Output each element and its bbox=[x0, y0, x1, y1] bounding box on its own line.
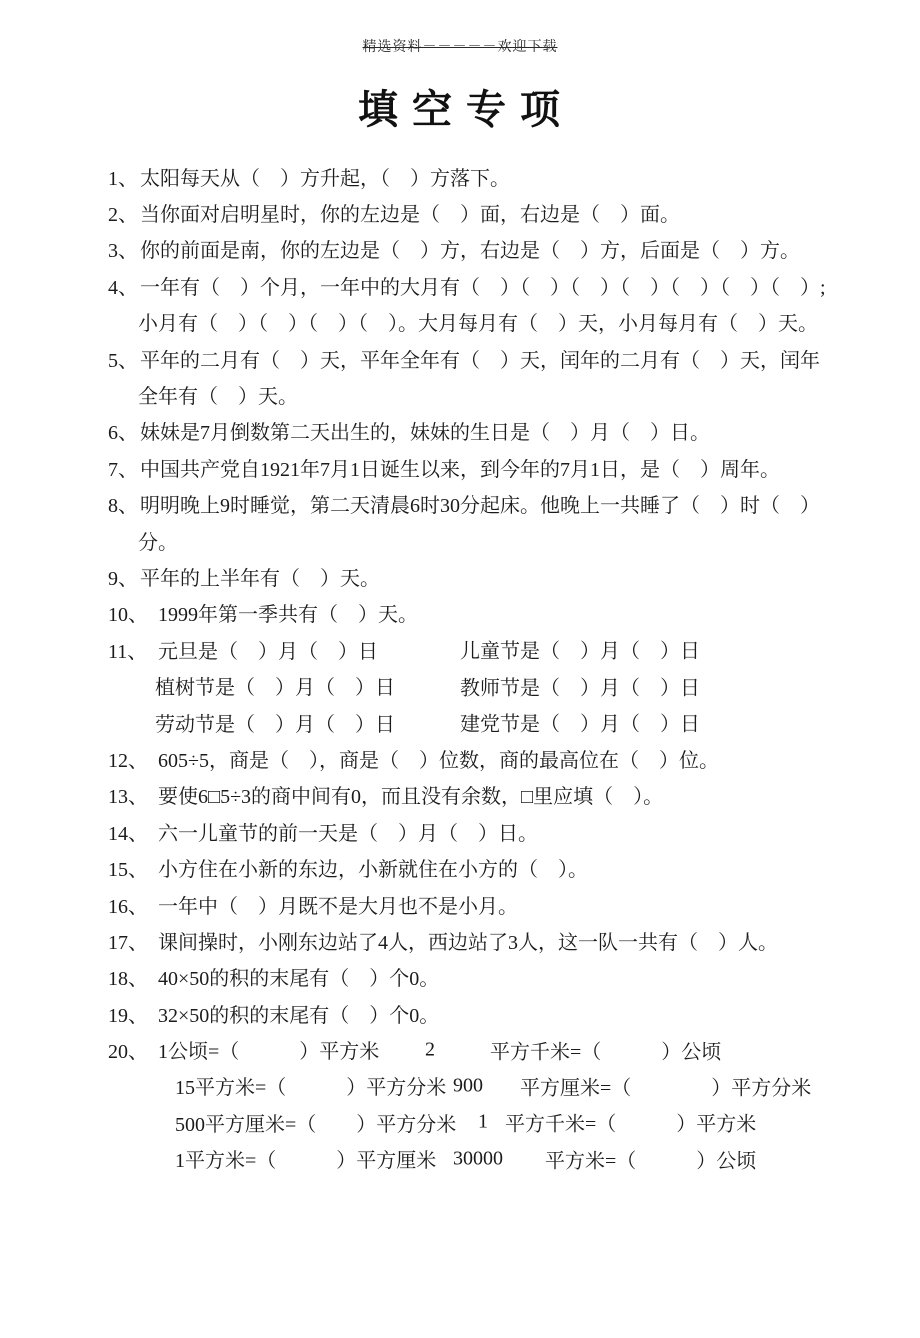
question-19 bbox=[0, 995, 920, 1031]
question-col2: 建党节是（ ）月（ ）日 bbox=[460, 713, 700, 736]
page-title: 填 空 专 项 bbox=[358, 87, 562, 132]
question-11 bbox=[0, 631, 920, 667]
question-number: 14、 bbox=[108, 822, 148, 845]
question-text: 32×50的积的末尾有（ ）个0。 bbox=[158, 1004, 440, 1027]
question-text: 小月有（ ）（ ）（ ）（ ）。大月每月有（ ）天，小月每月有（ ）天。 bbox=[138, 313, 818, 336]
question-number: 12、 bbox=[108, 749, 148, 772]
question-8-continued bbox=[0, 522, 920, 558]
question-col1: 1平方米=（ ）平方厘米 bbox=[175, 1150, 437, 1173]
question-text: 妹妹是7月倒数第二天出生的，妹妹的生日是（ ）月（ ）日。 bbox=[140, 422, 710, 445]
question-3 bbox=[0, 231, 920, 267]
question-number: 3、 bbox=[108, 240, 138, 263]
worksheet-page bbox=[0, 36, 920, 1338]
question-5-continued bbox=[0, 376, 920, 412]
question-number: 2、 bbox=[108, 204, 138, 227]
question-text: 全年有（ ）天。 bbox=[138, 386, 298, 409]
question-number: 13、 bbox=[108, 786, 148, 809]
question-20-row4 bbox=[0, 1141, 920, 1177]
question-col1: 元旦是（ ）月（ ）日 bbox=[158, 640, 378, 663]
question-4-continued bbox=[0, 304, 920, 340]
question-16 bbox=[0, 886, 920, 922]
question-11-row2 bbox=[0, 667, 920, 703]
question-number: 17、 bbox=[108, 931, 148, 954]
question-col2: 平方千米=（ ）公顷 bbox=[490, 1041, 722, 1064]
question-text: 1999年第一季共有（ ）天。 bbox=[158, 604, 418, 627]
question-14 bbox=[0, 813, 920, 849]
question-text: 太阳每天从（ ）方升起，（ ）方落下。 bbox=[140, 167, 510, 190]
question-col1: 植树节是（ ）月（ ）日 bbox=[155, 677, 395, 700]
question-9 bbox=[0, 558, 920, 594]
question-text: 六一儿童节的前一天是（ ）月（ ）日。 bbox=[158, 822, 538, 845]
question-text: 你的前面是南，你的左边是（ ）方，右边是（ ）方，后面是（ ）方。 bbox=[140, 240, 800, 263]
question-number: 7、 bbox=[108, 458, 138, 481]
question-text: 分。 bbox=[138, 531, 178, 554]
question-7 bbox=[0, 449, 920, 485]
question-number: 15、 bbox=[108, 859, 148, 882]
question-text: 平年的二月有（ ）天，平年全年有（ ）天，闰年的二月有（ ）天，闰年 bbox=[140, 349, 820, 372]
question-number: 1、 bbox=[108, 167, 138, 190]
question-13 bbox=[0, 777, 920, 813]
unit-value: 1 bbox=[478, 1110, 488, 1133]
question-text: 要使6□5÷3的商中间有0，而且没有余数，□里应填（ ）。 bbox=[158, 786, 664, 809]
question-15 bbox=[0, 849, 920, 885]
question-8 bbox=[0, 486, 920, 522]
question-number: 20、 bbox=[108, 1041, 148, 1064]
question-4 bbox=[0, 267, 920, 303]
question-20 bbox=[0, 1031, 920, 1067]
question-text: 一年有（ ）个月，一年中的大月有（ ）（ ）（ ）（ ）（ ）（ ）（ ）; bbox=[140, 276, 826, 299]
question-number: 19、 bbox=[108, 1004, 148, 1027]
question-number: 18、 bbox=[108, 968, 148, 991]
question-20-row3 bbox=[0, 1104, 920, 1140]
question-text: 一年中（ ）月既不是大月也不是小月。 bbox=[158, 895, 518, 918]
unit-value: 30000 bbox=[453, 1147, 503, 1170]
question-text: 605÷5，商是（ ），商是（ ）位数，商的最高位在（ ）位。 bbox=[158, 749, 719, 772]
question-2 bbox=[0, 194, 920, 230]
question-number: 10、 bbox=[108, 604, 148, 627]
watermark-text: 精选资料－－－－－欢迎下载 bbox=[362, 40, 558, 55]
question-col2: 平方米=（ ）公顷 bbox=[545, 1150, 757, 1173]
question-20-row2 bbox=[0, 1068, 920, 1104]
question-col2: 平方厘米=（ ）平方分米 bbox=[520, 1077, 812, 1100]
question-11-row3 bbox=[0, 704, 920, 740]
question-text: 中国共产党自1921年7月1日诞生以来，到今年的7月1日，是（ ）周年。 bbox=[140, 458, 780, 481]
question-12 bbox=[0, 740, 920, 776]
question-number: 6、 bbox=[108, 422, 138, 445]
question-17 bbox=[0, 922, 920, 958]
unit-value: 900 bbox=[453, 1074, 483, 1097]
question-number: 11、 bbox=[108, 640, 148, 663]
question-10 bbox=[0, 595, 920, 631]
question-6 bbox=[0, 413, 920, 449]
question-text: 平年的上半年有（ ）天。 bbox=[140, 567, 380, 590]
question-col1: 1公顷=（ ）平方米 bbox=[158, 1041, 380, 1064]
question-number: 16、 bbox=[108, 895, 148, 918]
question-col2: 平方千米=（ ）平方米 bbox=[505, 1113, 757, 1136]
question-18 bbox=[0, 959, 920, 995]
question-col2: 教师节是（ ）月（ ）日 bbox=[460, 677, 700, 700]
question-text: 小方住在小新的东边，小新就住在小方的（ ）。 bbox=[158, 859, 588, 882]
question-col1: 劳动节是（ ）月（ ）日 bbox=[155, 713, 395, 736]
question-number: 5、 bbox=[108, 349, 138, 372]
question-text: 当你面对启明星时，你的左边是（ ）面，右边是（ ）面。 bbox=[140, 204, 680, 227]
question-text: 明明晚上9时睡觉，第二天清晨6时30分起床。他晚上一共睡了（ ）时（ ） bbox=[140, 495, 820, 518]
question-text: 课间操时，小刚东边站了4人，西边站了3人，这一队一共有（ ）人。 bbox=[158, 931, 778, 954]
unit-value: 2 bbox=[425, 1038, 435, 1061]
question-list bbox=[0, 158, 920, 1177]
question-number: 8、 bbox=[108, 495, 138, 518]
question-number: 4、 bbox=[108, 276, 138, 299]
question-col1: 15平方米=（ ）平方分米 bbox=[175, 1077, 447, 1100]
question-col1: 500平方厘米=（ ）平方分米 bbox=[175, 1113, 457, 1136]
question-col2: 儿童节是（ ）月（ ）日 bbox=[460, 640, 700, 663]
question-5 bbox=[0, 340, 920, 376]
question-number: 9、 bbox=[108, 567, 138, 590]
question-text: 40×50的积的末尾有（ ）个0。 bbox=[158, 968, 440, 991]
question-1 bbox=[0, 158, 920, 194]
